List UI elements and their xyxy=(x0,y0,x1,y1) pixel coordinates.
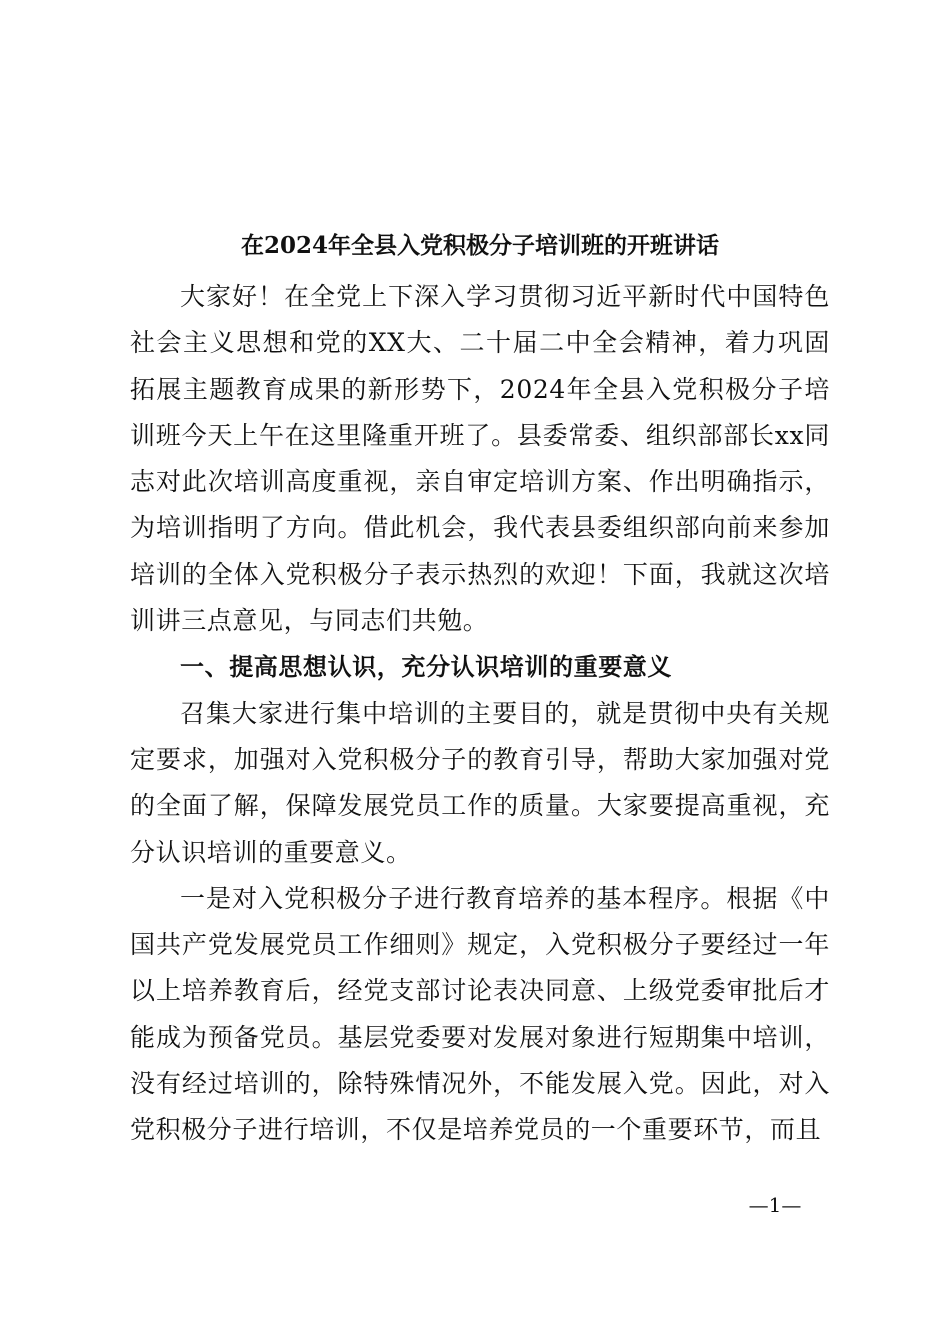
document-body xyxy=(130,274,830,1154)
opening-paragraph: 大家好！在全党上下深入学习贯彻习近平新时代中国特色社会主义思想和党的XX大、二十届二中全会精神，着力巩固拓展主题教育成果的新形势下，2024年全县入党积极分子培训班今天上午在这里隆重开班了。县委常委、组织部部长xx同志对此次培训高度重视，亲自审定培训方案、作出明确指示，为培训指明了方向。借此机会，我代表县委组织部向前来参加培训的全体入党积极分子表示热烈的欢迎！下面，我就这次培训讲三点意见，与同志们共勉。 xyxy=(130,282,830,636)
section-1-paragraph-1: 召集大家进行集中培训的主要目的，就是贯彻中央有关规定要求，加强对入党积极分子的教育引导，帮助大家加强对党的全面了解，保障发展党员工作的质量。大家要提高重视，充分认识培训的重要意义。 xyxy=(130,698,830,867)
document-title: 在2024年全县入党积极分子培训班的开班讲话 xyxy=(240,232,719,259)
section-1-paragraph-2: 一是对入党积极分子进行教育培养的基本程序。根据《中国共产党发展党员工作细则》规定，入党积极分子要经过一年以上培养教育后，经党支部讨论表决同意、上级党委审批后才能成为预备党员。基层党委要对发展对象进行短期集中培训，没有经过培训的，除特殊情况外，不能发展入党。因此，对入党积极分子进行培训，不仅是培养党员的一个重要环节，而且 xyxy=(130,883,830,1145)
section-heading-1: 一、提高思想认识，充分认识培训的重要意义 xyxy=(180,653,672,682)
page-number: —1— xyxy=(748,1193,802,1217)
